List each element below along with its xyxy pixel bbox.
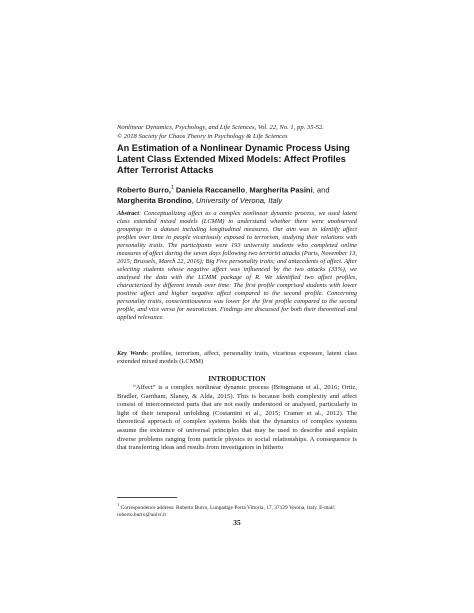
- journal-citation: Nonlinear Dynamics, Psychology, and Life Sciences, Vol. 22, No. 1, pp. 35-52.: [117, 124, 324, 131]
- journal-copyright: © 2018 Society for Chaos Theory in Psychology & Life Sciences: [117, 133, 288, 140]
- author-1-footnote-mark: 1: [171, 185, 174, 191]
- page-number: 35: [233, 518, 241, 527]
- section-heading-introduction: INTRODUCTION: [208, 375, 266, 383]
- author-separator: , and: [312, 185, 330, 195]
- footnote-mark: 1: [117, 502, 120, 507]
- footnote-divider: [117, 497, 177, 498]
- journal-header: [117, 123, 357, 141]
- author-list: Roberto Burro,$^1$ Daniela Raccanello, Margherita Pasini, and Margherita Brondino, University of Verona, Italy: [117, 185, 330, 205]
- paper-title: An Estimation of a Nonlinear Dynamic Process Using Latent Class Extended Mixed Models: Affect Profiles After Terrorist Attacks: [117, 143, 350, 175]
- keywords: [117, 350, 357, 366]
- footnote: [117, 501, 357, 519]
- abstract-text: : Conceptualizing affect as a complex nonlinear dynamic process, we used latent class extended mixed models (LCMM) to understand whether there were unobserved groupings in a dataset including longitudinal measures. Our aim was to identify affect profiles over time in people vicariously exposed to terrorism, studying their relations with personality traits. The participants were 193 university students who completed online measures of affect during the seven days following two terrorist attacks (Paris, November 13, 2015; Brussels, March 22, 2016); Big Five personality traits; and antecedents of affect. After selecting students whose negative affect was influenced by the two attacks (33%), we analysed the data with the LCMM package of R. We identified two affect profiles, characterized by different trends over time: The first profile comprised students with lower positive affect and higher negative affect compared to the second profile. Concerning personality traits, conscientiousness was lower for the first profile compared to the second profile, and vice versa for neuroticism. Findings are discussed for both their theoretical and applied relevance.: [117, 210, 357, 321]
- introduction-paragraph: “Affect” is a complex nonlinear dynamic process (Bringmann et al., 2016; Ortiz, Bradler, Garnham, Slaney, & Alda, 2015). This is because both complexity and affect consist of interconnected parts that are not easily understood or analysed, particularly in light of their temporal unfolding (Costantini et al., 2015; Cramer et al., 2012). The theoretical approach of complex systems holds that the dynamics of complex systems assume the existence of universal principles that may be used to describe and explain diverse problems ranging from particle physics to social relationships. A consequence is that transferring ideas and results from investigators in hitherto: [117, 384, 357, 452]
- keywords-label: Key Words: [117, 350, 147, 357]
- footnote-text: Correspondence address: Roberto Burro, Lungadige Porta Vittoria, 17, 37129 Verona, Italy. E-mail: roberto.burro@univr.it: [117, 504, 336, 518]
- abstract: [117, 210, 357, 322]
- author-1: Roberto Burro,: [117, 185, 171, 195]
- author-4: Margherita Brondino: [117, 195, 192, 205]
- author-3: Margherita Pasini: [249, 185, 313, 195]
- abstract-label: Abstract: [117, 210, 140, 217]
- keywords-text: : profiles, terrorism, affect, personality traits, vicarious exposure, latent class extended mixed models (LCMM): [117, 350, 357, 365]
- author-affiliation: University of Verona, Italy: [195, 195, 283, 205]
- author-2: Daniela Raccanello: [175, 185, 246, 195]
